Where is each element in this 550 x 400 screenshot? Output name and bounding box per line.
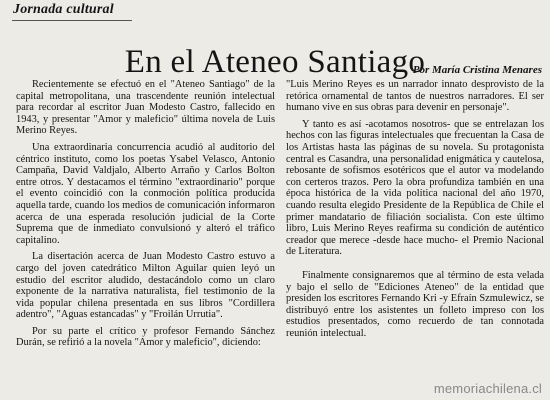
paragraph: Finalmente consignaremos que al término de esta velada y bajo el sello de "Ediciones Ateneo" de la entidad que presiden los escritores Fernando Kri -y Efraín Szmulewicz, se distribuyó entre los asistentes un folleto impreso con los estudios presentados, como recuerdo de tan connotada reunión intelectual. [286,269,544,339]
paragraph: Y tanto es así -acotamos nosotros- que se entrelazan los hechos con las figuras intelectuales que frecuentan la Casa de los Artistas hasta las páginas de su novela. Su protagonista central es Casandra, una personalidad enigmática y cautelosa, rebosante de sofismos esotéricos que el autor va modelando con certeros trazos. Pero la obra profundiza también en una época histórica de la vida política nacional del año 1970, cuando resulta elegido Presidente de la República de Chile el primer mandatario de filiación socialista. Con este último libro, Luis Merino Reyes reafirma su condición de auténtico creador que merece -desde hace mucho- el Premio Nacional de Literatura. [286,118,544,258]
article-byline: Por María Cristina Menares [412,64,542,76]
paragraph: Por su parte el crítico y profesor Fernando Sánchez Durán, se refirió a la novela "Amor y maleficio", diciendo: [16,325,275,349]
paragraph: La disertación acerca de Juan Modesto Castro estuvo a cargo del joven catedrático Milton Aguilar quien leyó un estudio del escritor aludido, destacándolo como un claro exponente de la narrativa naturalista, fiel testimonio de la vida popular chilena presentada en sus libros "Cordillera adentro", "Aguas estancadas" y "Froilán Urrutia". [16,251,275,321]
paragraph: Recientemente se efectuó en el "Ateneo Santiago" de la capital metropolitana, una trascendente reunión intelectual para recordar al escritor Juan Modesto Castro, fallecido en 1943, y presentar "Amor y maleficio" última novela de Luis Merino Reyes. [16,79,275,137]
paragraph: Una extraordinaria concurrencia acudió al auditorio del céntrico instituto, como los poetas Ysabel Velasco, Antonio Campaña, David Valdjalo, Alberto Arraño y Carlos Bolton entre otros. Y destacamos el término "extraordinario" porque el evento coincidió con la conmoción política producida aquella tarde, cuando los medios de comunicación informaron acerca de una esperada resolución judicial de la Corte Suprema que de inmediato convulsionó y alteró el tráfico capitalino. [16,141,275,246]
paragraph: "Luis Merino Reyes es un narrador innato desprovisto de la retórica ornamental de tantos de nuestros narradores. El ser humano vive en sus obras para devenir en personaje". [286,79,544,114]
article-column-right [286,79,544,397]
section-label: Jornada cultural [13,2,114,17]
section-rule [12,20,132,21]
article-headline: En el Ateneo Santiago [124,44,426,81]
article-column-left [16,79,275,397]
watermark: memoriachilena.cl [433,381,542,396]
